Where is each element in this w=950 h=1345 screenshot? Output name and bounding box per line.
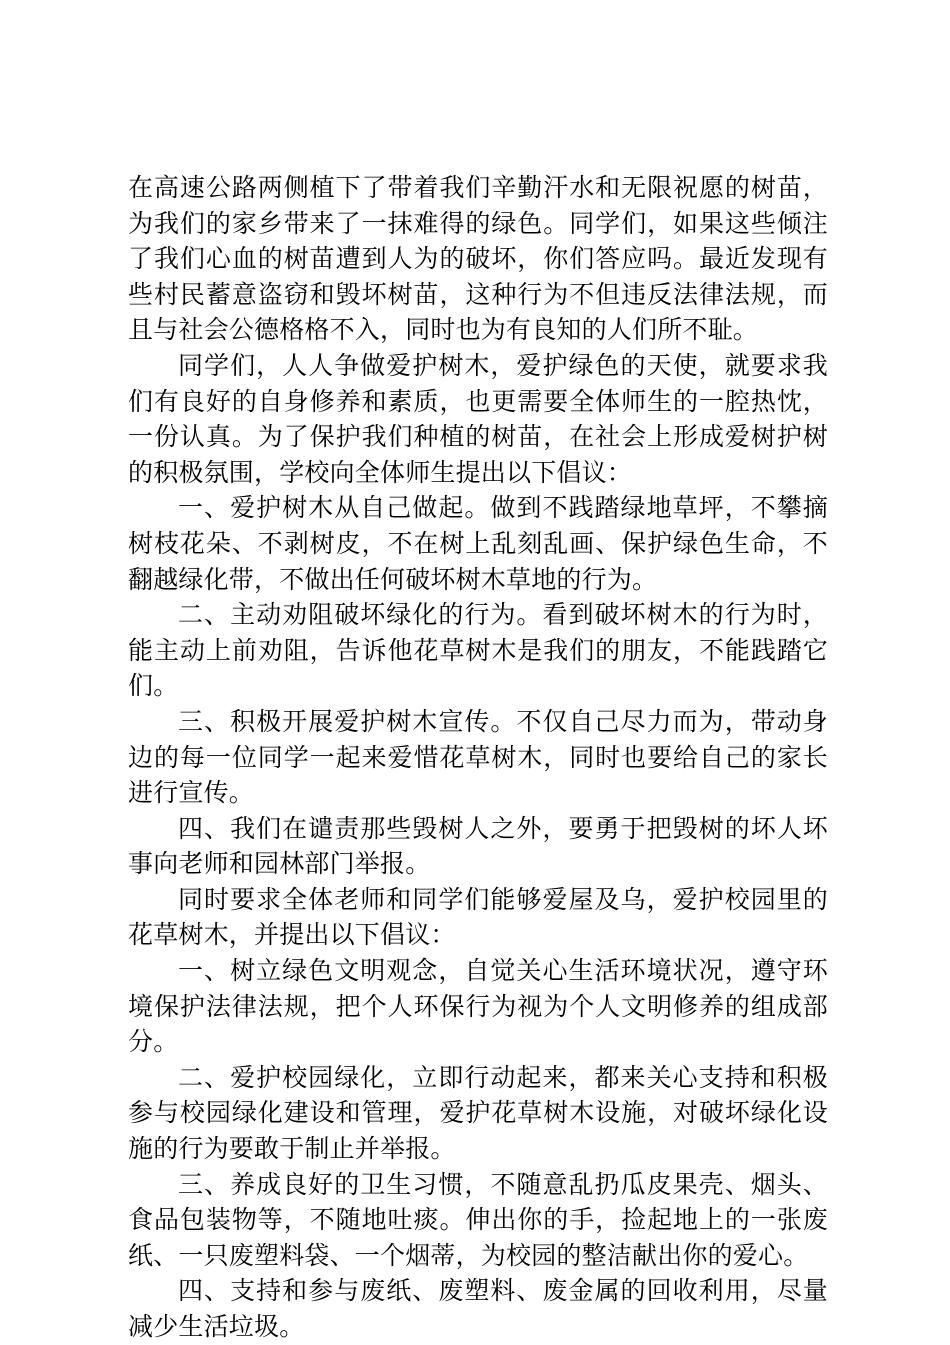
paragraph-5: 三、积极开展爱护树木宣传。不仅自己尽力而为，带动身边的每一位同学一起来爱惜花草树木，同时也要给自己的家长进行宣传。 [128, 706, 828, 808]
paragraph-7: 同时要求全体老师和同学们能够爱屋及乌，爱护校园里的花草树木，并提出以下倡议： [128, 884, 828, 950]
paragraph-1: 在高速公路两侧植下了带着我们辛勤汗水和无限祝愿的树苗，为我们的家乡带来了一抹难得的绿色。同学们，如果这些倾注了我们心血的树苗遭到人为的破坏，你们答应吗。最近发现有些村民蓄意盗窃和毁坏树苗，这种行为不但违反法律法规，而且与社会公德格格不入，同时也为有良知的人们所不耻。 [128, 173, 828, 345]
paragraph-9: 二、爱护校园绿化，立即行动起来，都来关心支持和积极参与校园绿化建设和管理，爱护花草树木设施，对破坏绿化设施的行为要敢于制止并举报。 [128, 1062, 828, 1164]
paragraph-6: 四、我们在谴责那些毁树人之外，要勇于把毁树的坏人坏事向老师和园林部门举报。 [128, 813, 828, 879]
paragraph-11: 四、支持和参与废纸、废塑料、废金属的回收利用，尽量减少生活垃圾。 [128, 1276, 828, 1341]
paragraph-3: 一、爱护树木从自己做起。做到不践踏绿地草坪，不攀摘树枝花朵、不剥树皮，不在树上乱刻乱画、保护绿色生命，不翻越绿化带，不做出任何破坏树木草地的行为。 [128, 493, 828, 594]
document-body [128, 170, 828, 1345]
paragraph-8: 一、树立绿色文明观念，自觉关心生活环境状况，遵守环境保护法律法规，把个人环保行为视为个人文明修养的组成部分。 [128, 956, 828, 1057]
paragraph-4: 二、主动劝阻破坏绿化的行为。看到破坏树木的行为时，能主动上前劝阻，告诉他花草树木是我们的朋友，不能践踏它们。 [128, 600, 828, 701]
paragraph-10: 三、养成良好的卫生习惯，不随意乱扔瓜皮果壳、烟头、食品包装物等，不随地吐痰。伸出你的手，捡起地上的一张废纸、一只废塑料袋、一个烟蒂，为校园的整洁献出你的爱心。 [128, 1169, 828, 1270]
paragraph-2: 同学们，人人争做爱护树木，爱护绿色的天使，就要求我们有良好的自身修养和素质，也更需要全体师生的一腔热忱，一份认真。为了保护我们种植的树苗，在社会上形成爱树护树的积极氛围，学校向全体师生提出以下倡议： [128, 350, 828, 487]
